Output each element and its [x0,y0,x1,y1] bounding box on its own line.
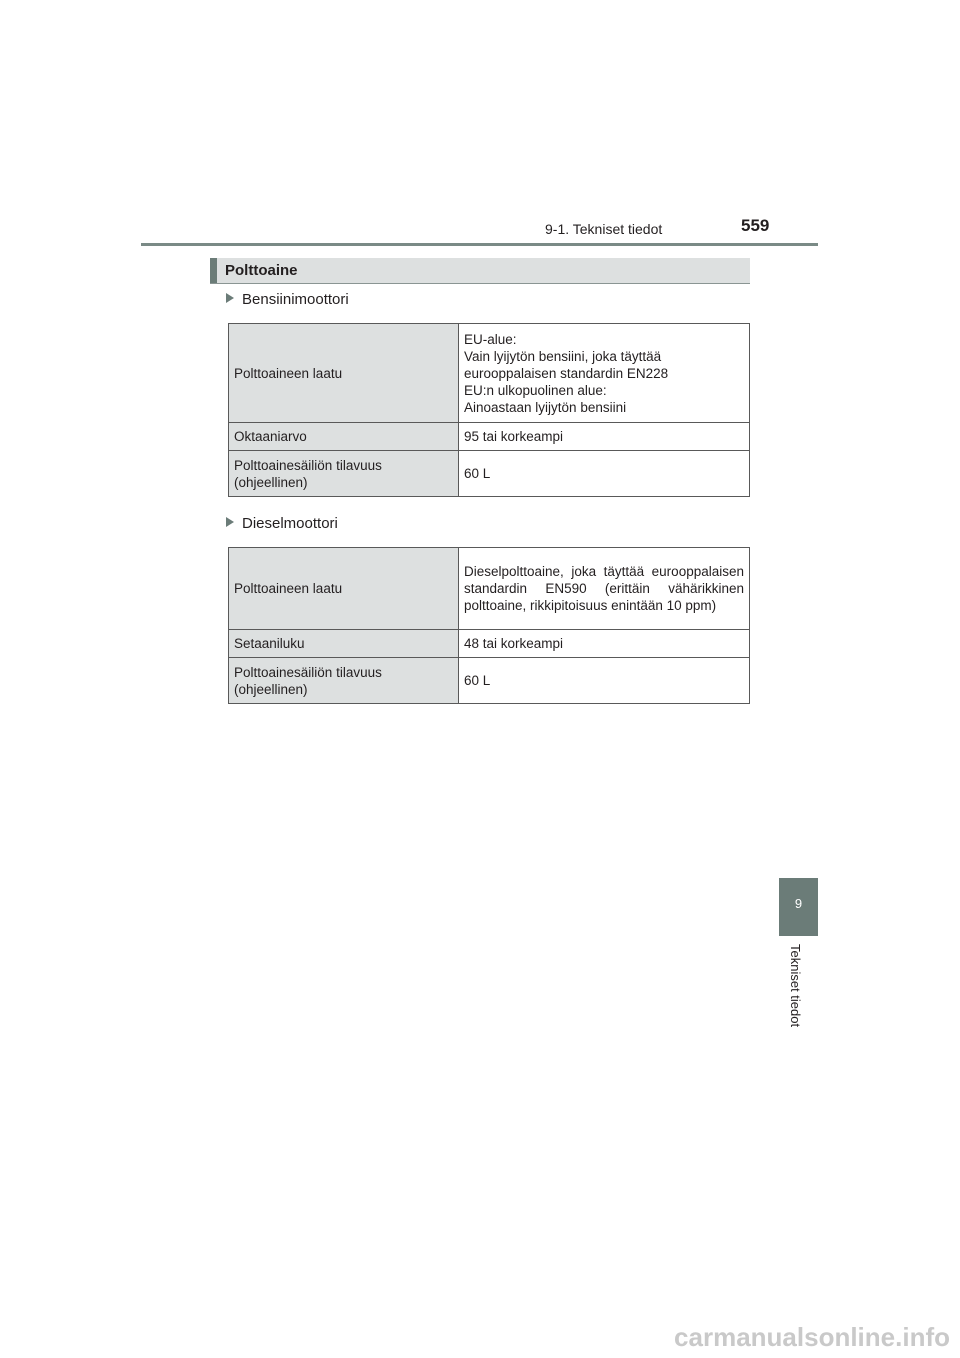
table-label-cell: Polttoaineen laatu [229,324,459,423]
triangle-bullet-icon [226,517,234,527]
header-divider [141,243,818,246]
table-value-cell: 60 L [459,658,750,704]
fuel-quality-line: EU-alue: [464,331,517,347]
fuel-quality-line: Ainoastaan lyijytön bensiini [464,399,627,415]
chapter-tab [779,878,818,936]
table-label-cell: Polttoainesäiliön tilavuus (ohjeellinen) [229,658,459,704]
triangle-bullet-icon [226,293,234,303]
watermark: carmanualsonline.info [674,1322,950,1352]
fuel-quality-line: Vain lyijytön bensiini, joka täyttää [464,348,662,364]
petrol-spec-table [228,323,750,497]
table-value-cell: Dieselpolttoaine, joka täyttää eurooppalaisen standardin EN590 (erittäin vähärikkinen polttoaine, rikkipitoisuus enintään 10 ppm) [459,548,750,630]
section-heading [210,258,750,284]
subheading-petrol [226,291,349,308]
section-heading-marker [210,258,217,283]
page-number: 559 [741,216,770,235]
table-label-cell: Setaaniluku [229,630,459,658]
table-value-cell: 95 tai korkeampi [459,423,750,451]
subheading-petrol-text: Bensiinimoottori [242,291,349,308]
table-value-cell [459,324,750,423]
chapter-number: 9 [794,896,803,911]
section-title: Polttoaine [225,262,298,279]
chapter-title: Tekniset tiedot [788,944,803,1028]
table-label-cell: Polttoaineen laatu [229,548,459,630]
table-row [229,451,750,497]
table-row [229,324,750,423]
fuel-quality-line: eurooppalaisen standardin EN228 [464,365,669,381]
subheading-diesel-text: Dieselmoottori [242,515,338,532]
table-label-cell: Polttoainesäiliön tilavuus (ohjeellinen) [229,451,459,497]
diesel-spec-table [228,547,750,704]
fuel-quality-line: EU:n ulkopuolinen alue: [464,382,607,398]
table-value-cell: 60 L [459,451,750,497]
subheading-diesel [226,515,338,532]
table-row [229,423,750,451]
table-label-cell: Oktaaniarvo [229,423,459,451]
table-row [229,658,750,704]
table-row [229,630,750,658]
table-value-cell: 48 tai korkeampi [459,630,750,658]
table-row [229,548,750,630]
running-header-section: 9-1. Tekniset tiedot [545,221,663,237]
